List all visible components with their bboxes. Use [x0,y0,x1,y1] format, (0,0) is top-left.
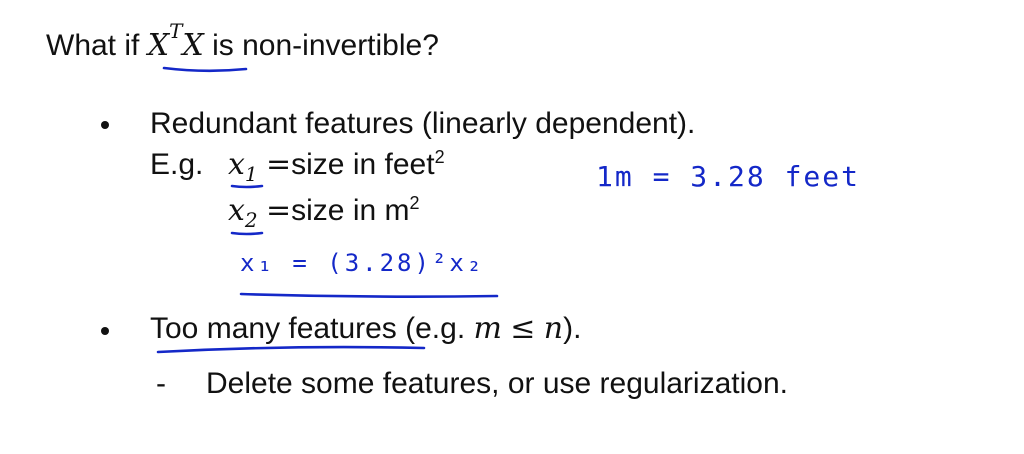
math-m: m [473,311,502,346]
underline-x2 [232,233,262,234]
handwritten-relation: x₁ = (3.28)²x₂ [240,249,485,277]
var-sub: 2 [244,208,258,232]
var-sub: 1 [244,162,258,186]
sub-bullet-text: Delete some features, or use regularization. [206,367,788,400]
equals-sign: = [266,147,292,182]
equals-sign: = [266,193,292,228]
underline-xtx [164,68,246,71]
math-le: ≤ [510,311,536,346]
example-text: size in feet [291,148,435,181]
underline-x1 [232,186,262,187]
underline-relation [241,294,497,297]
bullet-2-part2: ). [563,312,582,345]
math-n: n [543,311,564,346]
sub-bullet-dash: - [156,367,166,400]
title-suffix: is non-invertible? [212,29,439,62]
math-T: T [169,19,183,43]
superscript: 2 [434,147,445,167]
var-x: x [228,147,245,182]
example-label: E.g. [150,148,204,181]
math-X2: X [182,28,204,63]
math-X: X [147,28,170,63]
superscript: 2 [409,193,420,213]
var-x: x [228,193,245,228]
bullet-2-part1: Too many features (e.g. [150,312,474,345]
example-text: size in m [291,194,410,227]
underline-too-many [158,347,424,352]
handwritten-conversion: 1m = 3.28 feet [596,160,861,193]
title-prefix: What if [46,29,148,62]
bullet-1-text: Redundant features (linearly dependent). [150,107,696,140]
